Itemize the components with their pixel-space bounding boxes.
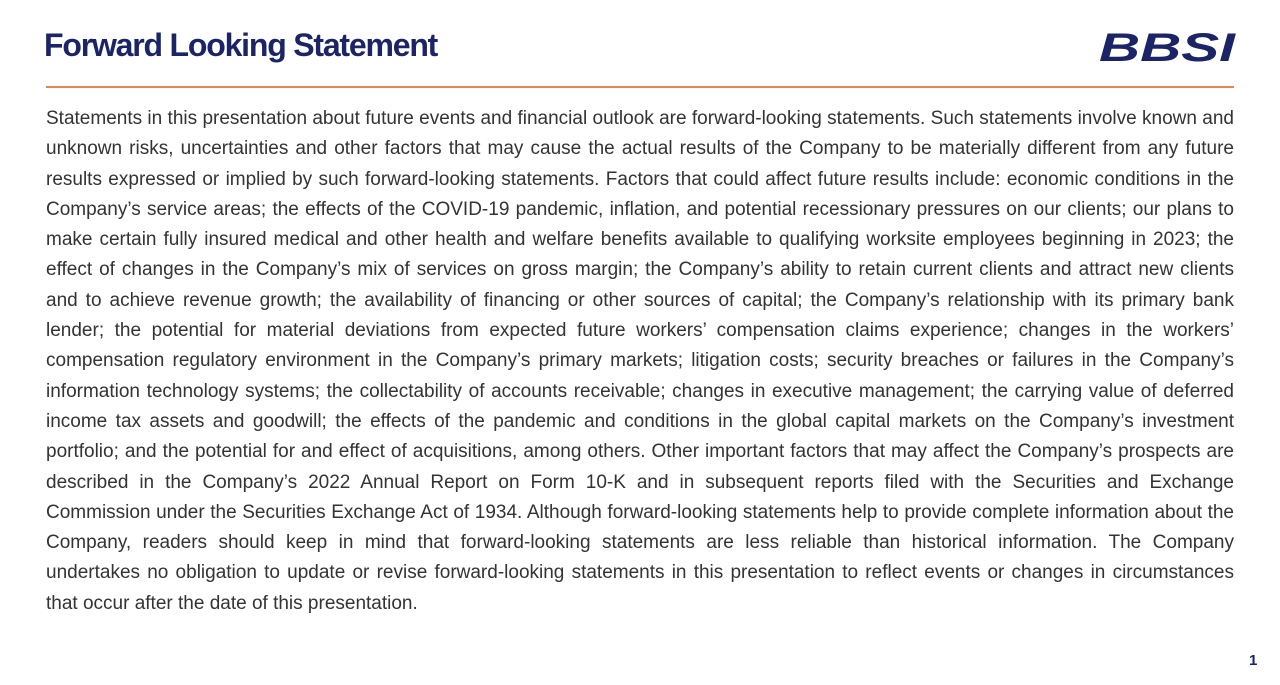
header-divider [46,86,1234,88]
logo-text: BBSI [1099,26,1237,68]
page-title: Forward Looking Statement [44,27,438,63]
bbsi-logo [1096,24,1238,68]
forward-looking-statement-text: Statements in this presentation about future events and financial outlook are forward-looking statements. Such statements involve known and unknown risks, uncertainties and other factors that may cause the actual results of the Company to be materially different from any future results expressed or implied by such forward-looking statements. Factors that could affect future results include: economic conditions in the Company’s service areas; the effects of the COVID-19 pandemic, inflation, and potential recessionary pressures on our clients; our plans to make certain fully insured medical and other health and welfare benefits available to qualifying worksite employees beginning in 2023; the effect of changes in the Company’s mix of services on gross margin; the Company’s ability to retain current clients and attract new clients and to achieve revenue growth; the availability of financing or other sources of capital; the Company’s relationship with its primary bank lender; the potential for material deviations from expected future workers’ compensation claims experience; changes in the workers’ compensation regulatory environment in the Company’s primary markets; litigation costs; security breaches or failures in the Company’s information technology systems; the collectability of accounts receivable; changes in executive management; the carrying value of deferred income tax assets and goodwill; the effects of the pandemic and conditions in the global capital markets on the Company’s investment portfolio; and the potential for and effect of acquisitions, among others. Other important factors that may affect the Company’s prospects are described in the Company’s 2022 Annual Report on Form 10-K and in subsequent reports filed with the Securities and Exchange Commission under the Securities Exchange Act of 1934. Although forward-looking statements help to provide complete information about the Company, readers should keep in mind that forward-looking statements are less reliable than historical information. The Company undertakes no obligation to update or revise forward-looking statements in this presentation to reflect events or changes in circumstances that occur after the date of this presentation. [46,108,1234,614]
page-number: 1 [1249,652,1258,669]
